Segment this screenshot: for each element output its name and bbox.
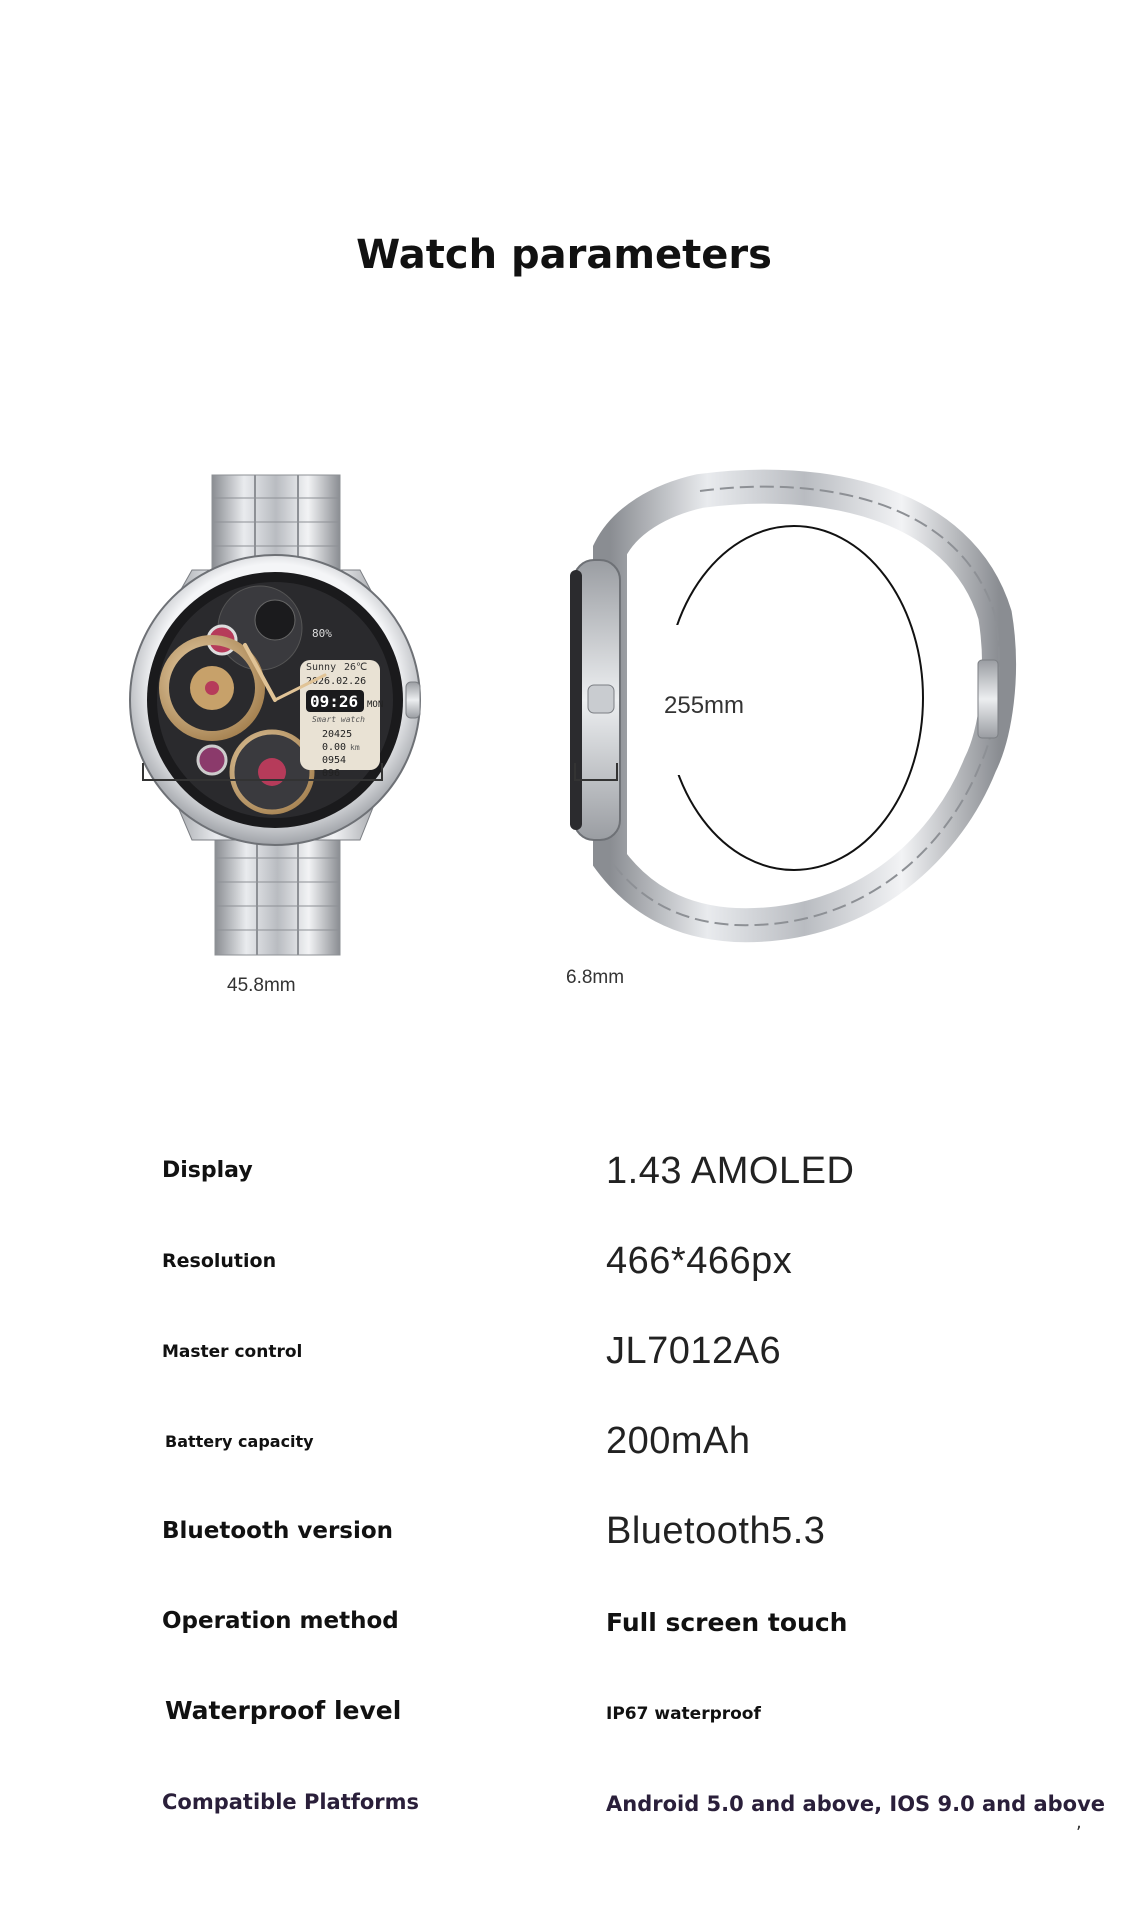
spec-label-waterproof: Waterproof level xyxy=(165,1696,402,1725)
spec-value-master-control: JL7012A6 xyxy=(606,1330,782,1372)
strap-length-dimension: 255mm xyxy=(664,692,745,719)
spec-value-resolution: 466*466px xyxy=(606,1240,793,1282)
spec-value-display: 1.43 AMOLED xyxy=(606,1150,855,1192)
face-heart-rate: 096 xyxy=(322,768,341,779)
stray-mark: , xyxy=(1076,1812,1082,1833)
face-calories: 0954 xyxy=(322,755,347,766)
face-time: 09:26 xyxy=(310,692,359,711)
spec-label-master-control: Master control xyxy=(162,1342,303,1362)
face-date: 2026.02.26 xyxy=(306,676,367,687)
spec-label-bluetooth: Bluetooth version xyxy=(162,1518,394,1544)
spec-label-display: Display xyxy=(162,1158,253,1183)
spec-label-platforms: Compatible Platforms xyxy=(162,1790,420,1814)
watch-illustration xyxy=(0,460,1128,1020)
face-brand: Smart watch xyxy=(312,715,365,724)
spec-label-operation: Operation method xyxy=(162,1608,399,1634)
spec-value-waterproof: IP67 waterproof xyxy=(606,1704,761,1724)
face-weekday: MON xyxy=(367,700,384,710)
face-distance-unit: km xyxy=(350,743,360,752)
face-battery: 80% xyxy=(312,627,332,640)
spec-value-battery: 200mAh xyxy=(606,1420,751,1462)
page-title: Watch parameters xyxy=(356,232,772,278)
width-dimension: 45.8mm xyxy=(227,975,296,996)
spec-label-battery: Battery capacity xyxy=(165,1432,314,1451)
spec-label-resolution: Resolution xyxy=(162,1250,277,1272)
bracelet-bottom xyxy=(215,835,340,955)
thickness-dimension: 6.8mm xyxy=(566,967,625,988)
spec-value-operation: Full screen touch xyxy=(606,1608,848,1637)
face-distance: 0.00 xyxy=(322,742,347,753)
face-weather: Sunny xyxy=(306,662,337,673)
face-temperature: 26℃ xyxy=(344,662,368,673)
face-steps: 20425 xyxy=(322,729,353,740)
watch-side-view xyxy=(570,487,999,926)
spec-value-bluetooth: Bluetooth5.3 xyxy=(606,1510,826,1552)
spec-value-platforms: Android 5.0 and above, IOS 9.0 and above xyxy=(606,1792,1106,1816)
